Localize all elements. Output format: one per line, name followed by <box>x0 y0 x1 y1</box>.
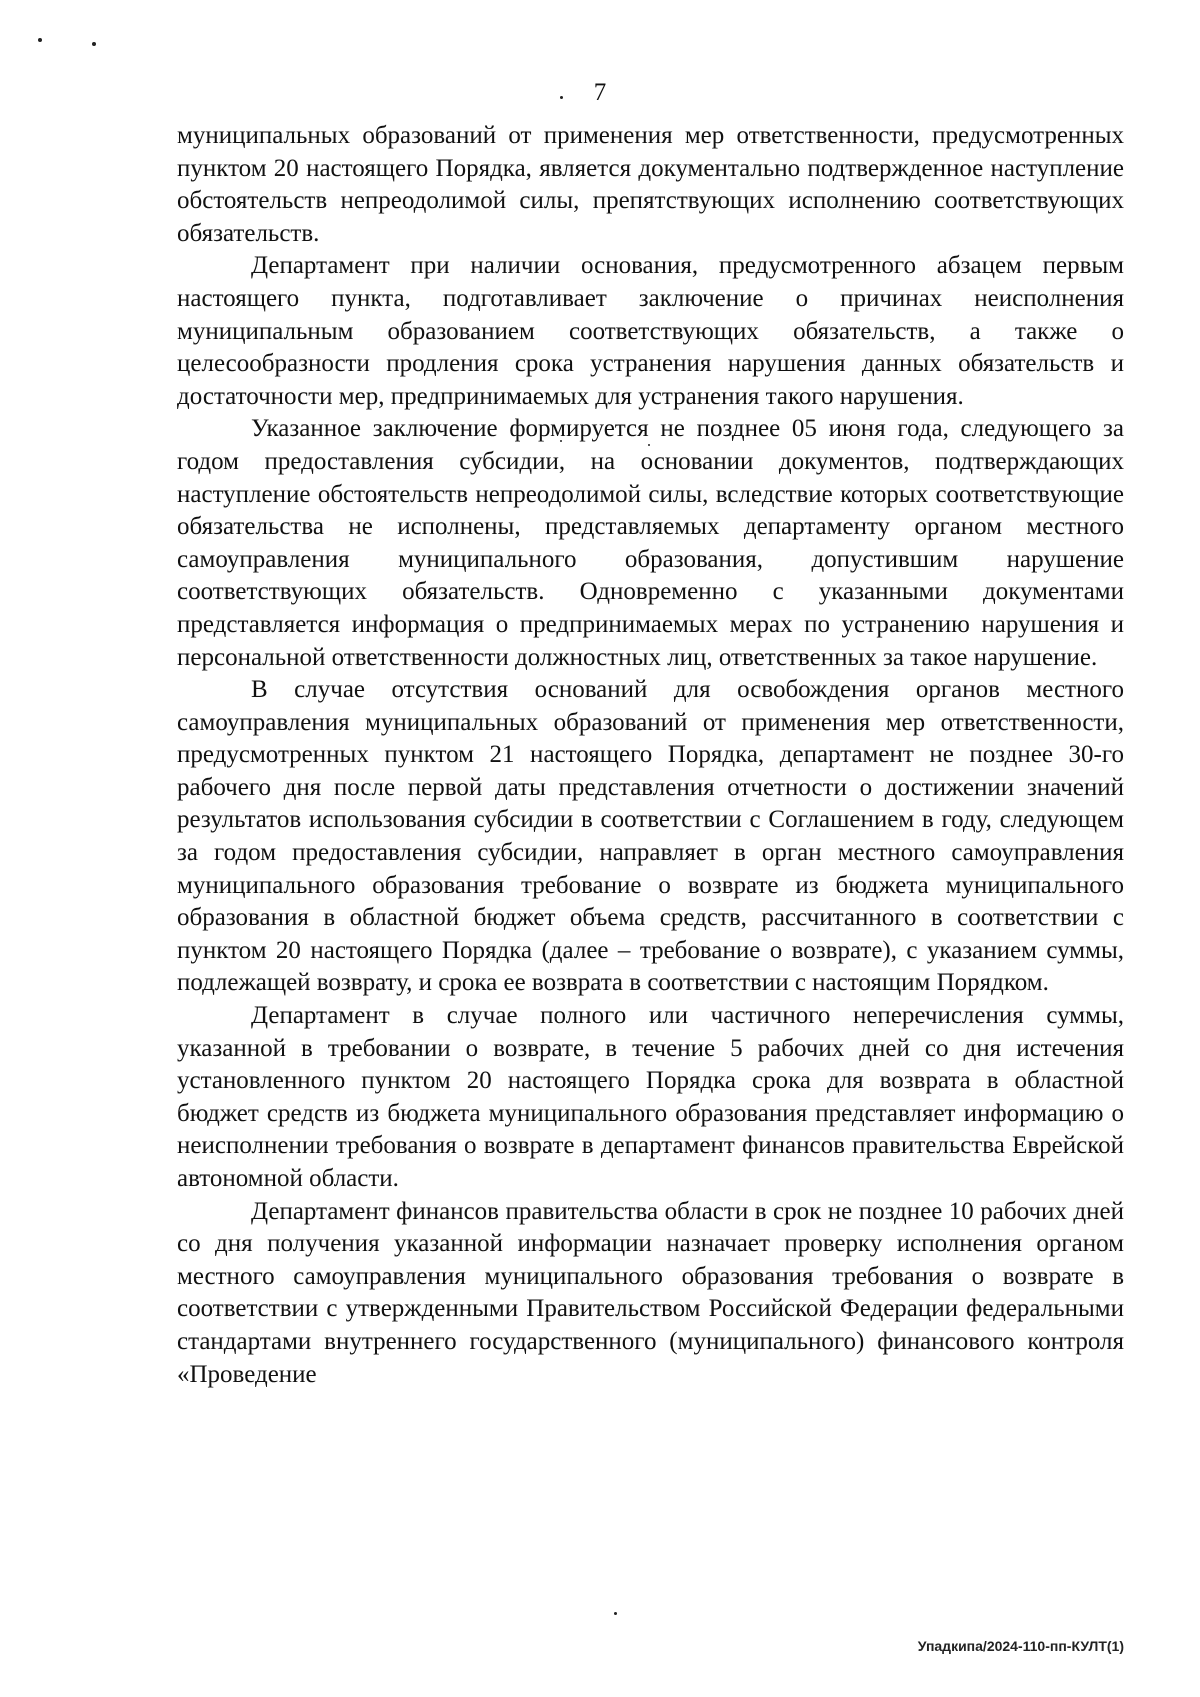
scan-speck <box>38 38 42 42</box>
paragraph: Указанное заключение формируется не позднее 05 июня года, следующего за годом предоставления субсидии, на основании документов, подтверждающих наступление обстоятельств непреодолимой силы, вследствие которых соответствующие обязательства не исполнены, представляемых департаменту органом местного самоуправления муниципального образования, допустившим нарушение соответствующих обязательств. Одновременно с указанными документами представляется информация о предпринимаемых мерах по устранению нарушения и персональной ответственности должностных лиц, ответственных за такое нарушение. <box>177 415 1124 671</box>
paragraph: В случае отсутствия оснований для освобождения органов местного самоуправления муниципальных образований от применения мер ответственности, предусмотренных пунктом 21 настоящего Порядка, департамент не позднее 30-го рабочего дня после первой даты представления отчетности о достижении значений результатов использования субсидии в соответствии с Соглашением в году, следующем за годом предоставления субсидии, направляет в орган местного самоуправления муниципального образования требование о возврате из бюджета муниципального образования в областной бюджет объема средств, рассчитанного в соответствии с пунктом 20 настоящего Порядка (далее – требование о возврате), с указанием суммы, подлежащей возврату, и срока ее возврата в соответствии с настоящим Порядком. <box>177 676 1124 997</box>
page-number: 7 <box>593 79 607 106</box>
body-text <box>177 120 1124 1391</box>
scan-speck <box>614 1612 617 1615</box>
paragraph: Департамент при наличии основания, предусмотренного абзацем первым настоящего пункта, подготавливает заключение о причинах неисполнения муниципальным образованием соответствующих обязательств, а также о целесообразности продления срока устранения нарушения данных обязательств и достаточности мер, предпринимаемых для устранения такого нарушения. <box>177 252 1124 410</box>
paragraph: муниципальных образований от применения мер ответственности, предусмотренных пунктом 20 настоящего Порядка, является документально подтвержденное наступление обстоятельств непреодолимой силы, препятствующих исполнению соответствующих обязательств. <box>177 122 1124 247</box>
paragraph: Департамент финансов правительства области в срок не позднее 10 рабочих дней со дня получения указанной информации назначает проверку исполнения органом местного самоуправления муниципального образования требования о возврате в соответствии с утвержденными Правительством Российской Федерации федеральными стандартами внутреннего государственного (муниципального) финансового контроля «Проведение <box>177 1197 1124 1388</box>
paragraph: Департамент в случае полного или частичного неперечисления суммы, указанной в требовании о возврате, в течение 5 рабочих дней со дня истечения установленного пунктом 20 настоящего Порядка срока для возврата в областной бюджет средств из бюджета муниципального образования представляет информацию о неисполнении требования о возврате в департамент финансов правительства Еврейской автономной области. <box>177 1002 1124 1192</box>
document-registration-code: Упадкипа/2024-110-пп-КУЛТ(1) <box>917 1638 1124 1654</box>
scan-speck <box>92 42 96 46</box>
